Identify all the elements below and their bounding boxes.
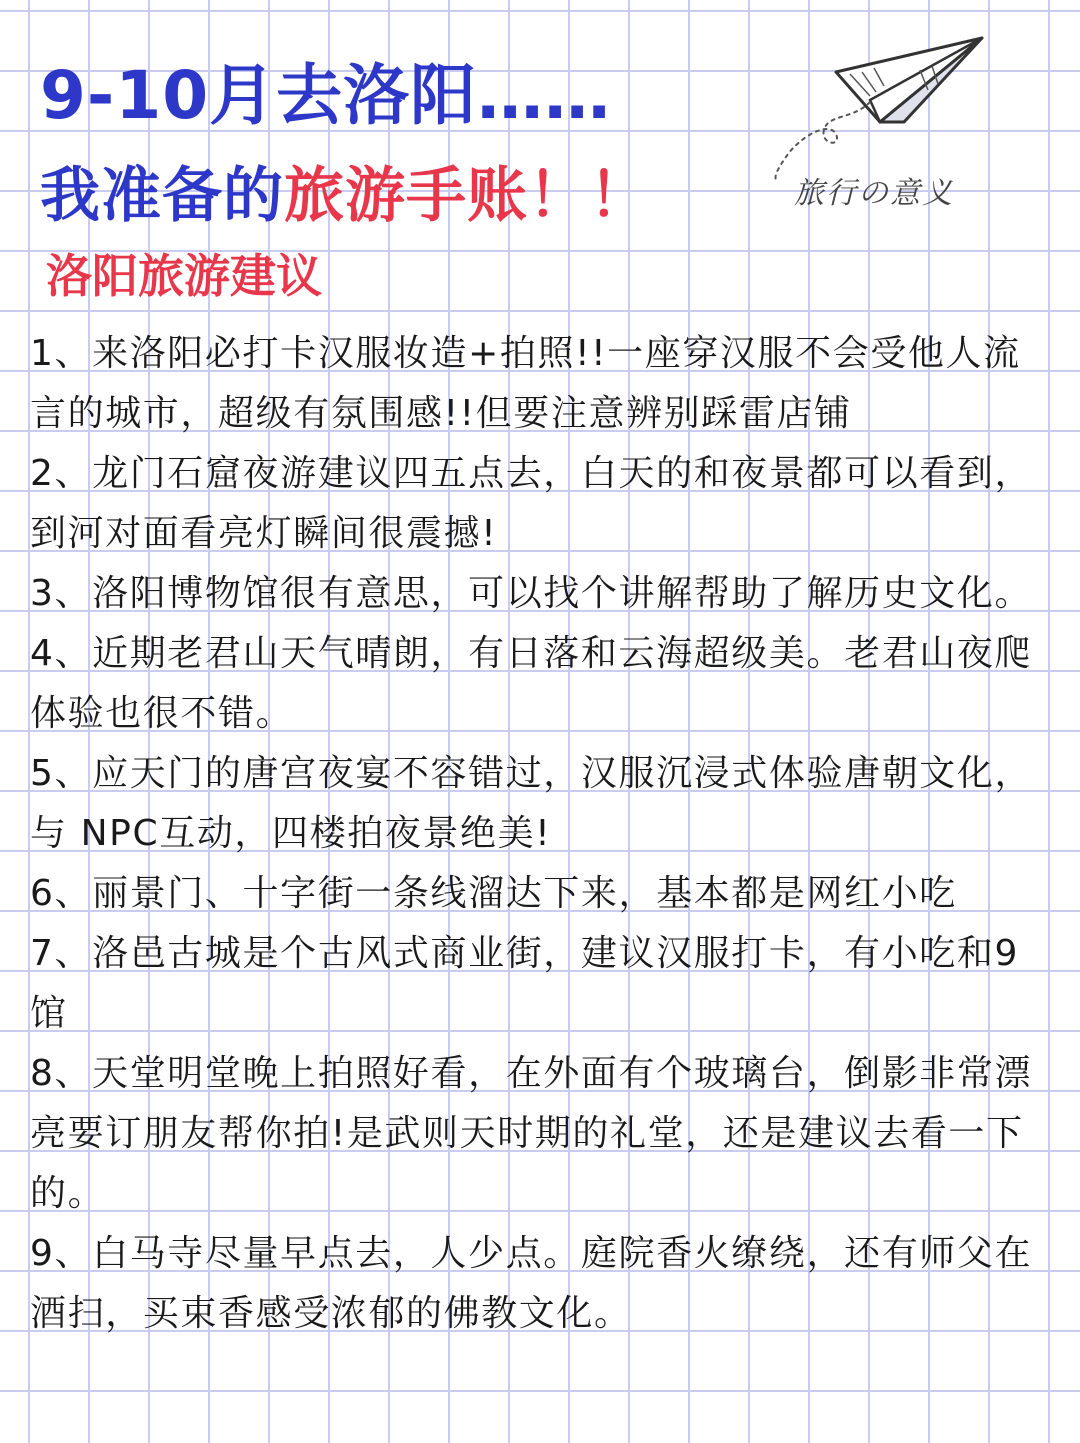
tip-item: 8、天堂明堂晚上拍照好看，在外面有个玻璃台，倒影非常漂亮要订朋友帮你拍!是武则天时期的礼堂，还是建议去看一下的。 [30,1053,1033,1214]
tip-item: 1、来洛阳必打卡汉服妆造+拍照!!一座穿汉服不会受他人流言的城市，超级有氛围感!!但要注意辨别踩雷店铺 [30,333,1021,434]
tip-item: 9、白马寺尽量早点去，人少点。庭院香火缭绕，还有师父在酒扫，买束香感受浓郁的佛教文化。 [30,1233,1033,1334]
title-line-2-blue: 我准备的 [40,161,284,231]
tip-item: 3、洛阳博物馆很有意思，可以找个讲解帮助了解历史文化。 [30,573,1033,614]
tip-item: 7、洛邑古城是个古风式商业街，建议汉服打卡，有小吃和9馆 [30,933,1020,1034]
tip-item: 5、应天门的唐宫夜宴不容错过，汉服沉浸式体验唐朝文化，与 NPC互动，四楼拍夜景绝美! [30,753,1033,854]
tagline: 旅行の意义 [794,176,954,211]
subtitle: 洛阳旅游建议 [46,249,322,303]
tip-item: 6、丽景门、十字街一条线溜达下来，基本都是网红小吃 [30,873,957,914]
tips-list [30,324,1055,1344]
tip-item: 4、近期老君山天气晴朗，有日落和云海超级美。老君山夜爬体验也很不错。 [30,633,1033,734]
title-line-2 [40,148,650,234]
tip-item: 2、龙门石窟夜游建议四五点去，白天的和夜景都可以看到，到河对面看亮灯瞬间很震撼! [30,453,1033,554]
title-line-1: 9-10月去洛阳…… [40,57,612,134]
title-line-2-red: 旅游手账！！ [284,161,650,231]
